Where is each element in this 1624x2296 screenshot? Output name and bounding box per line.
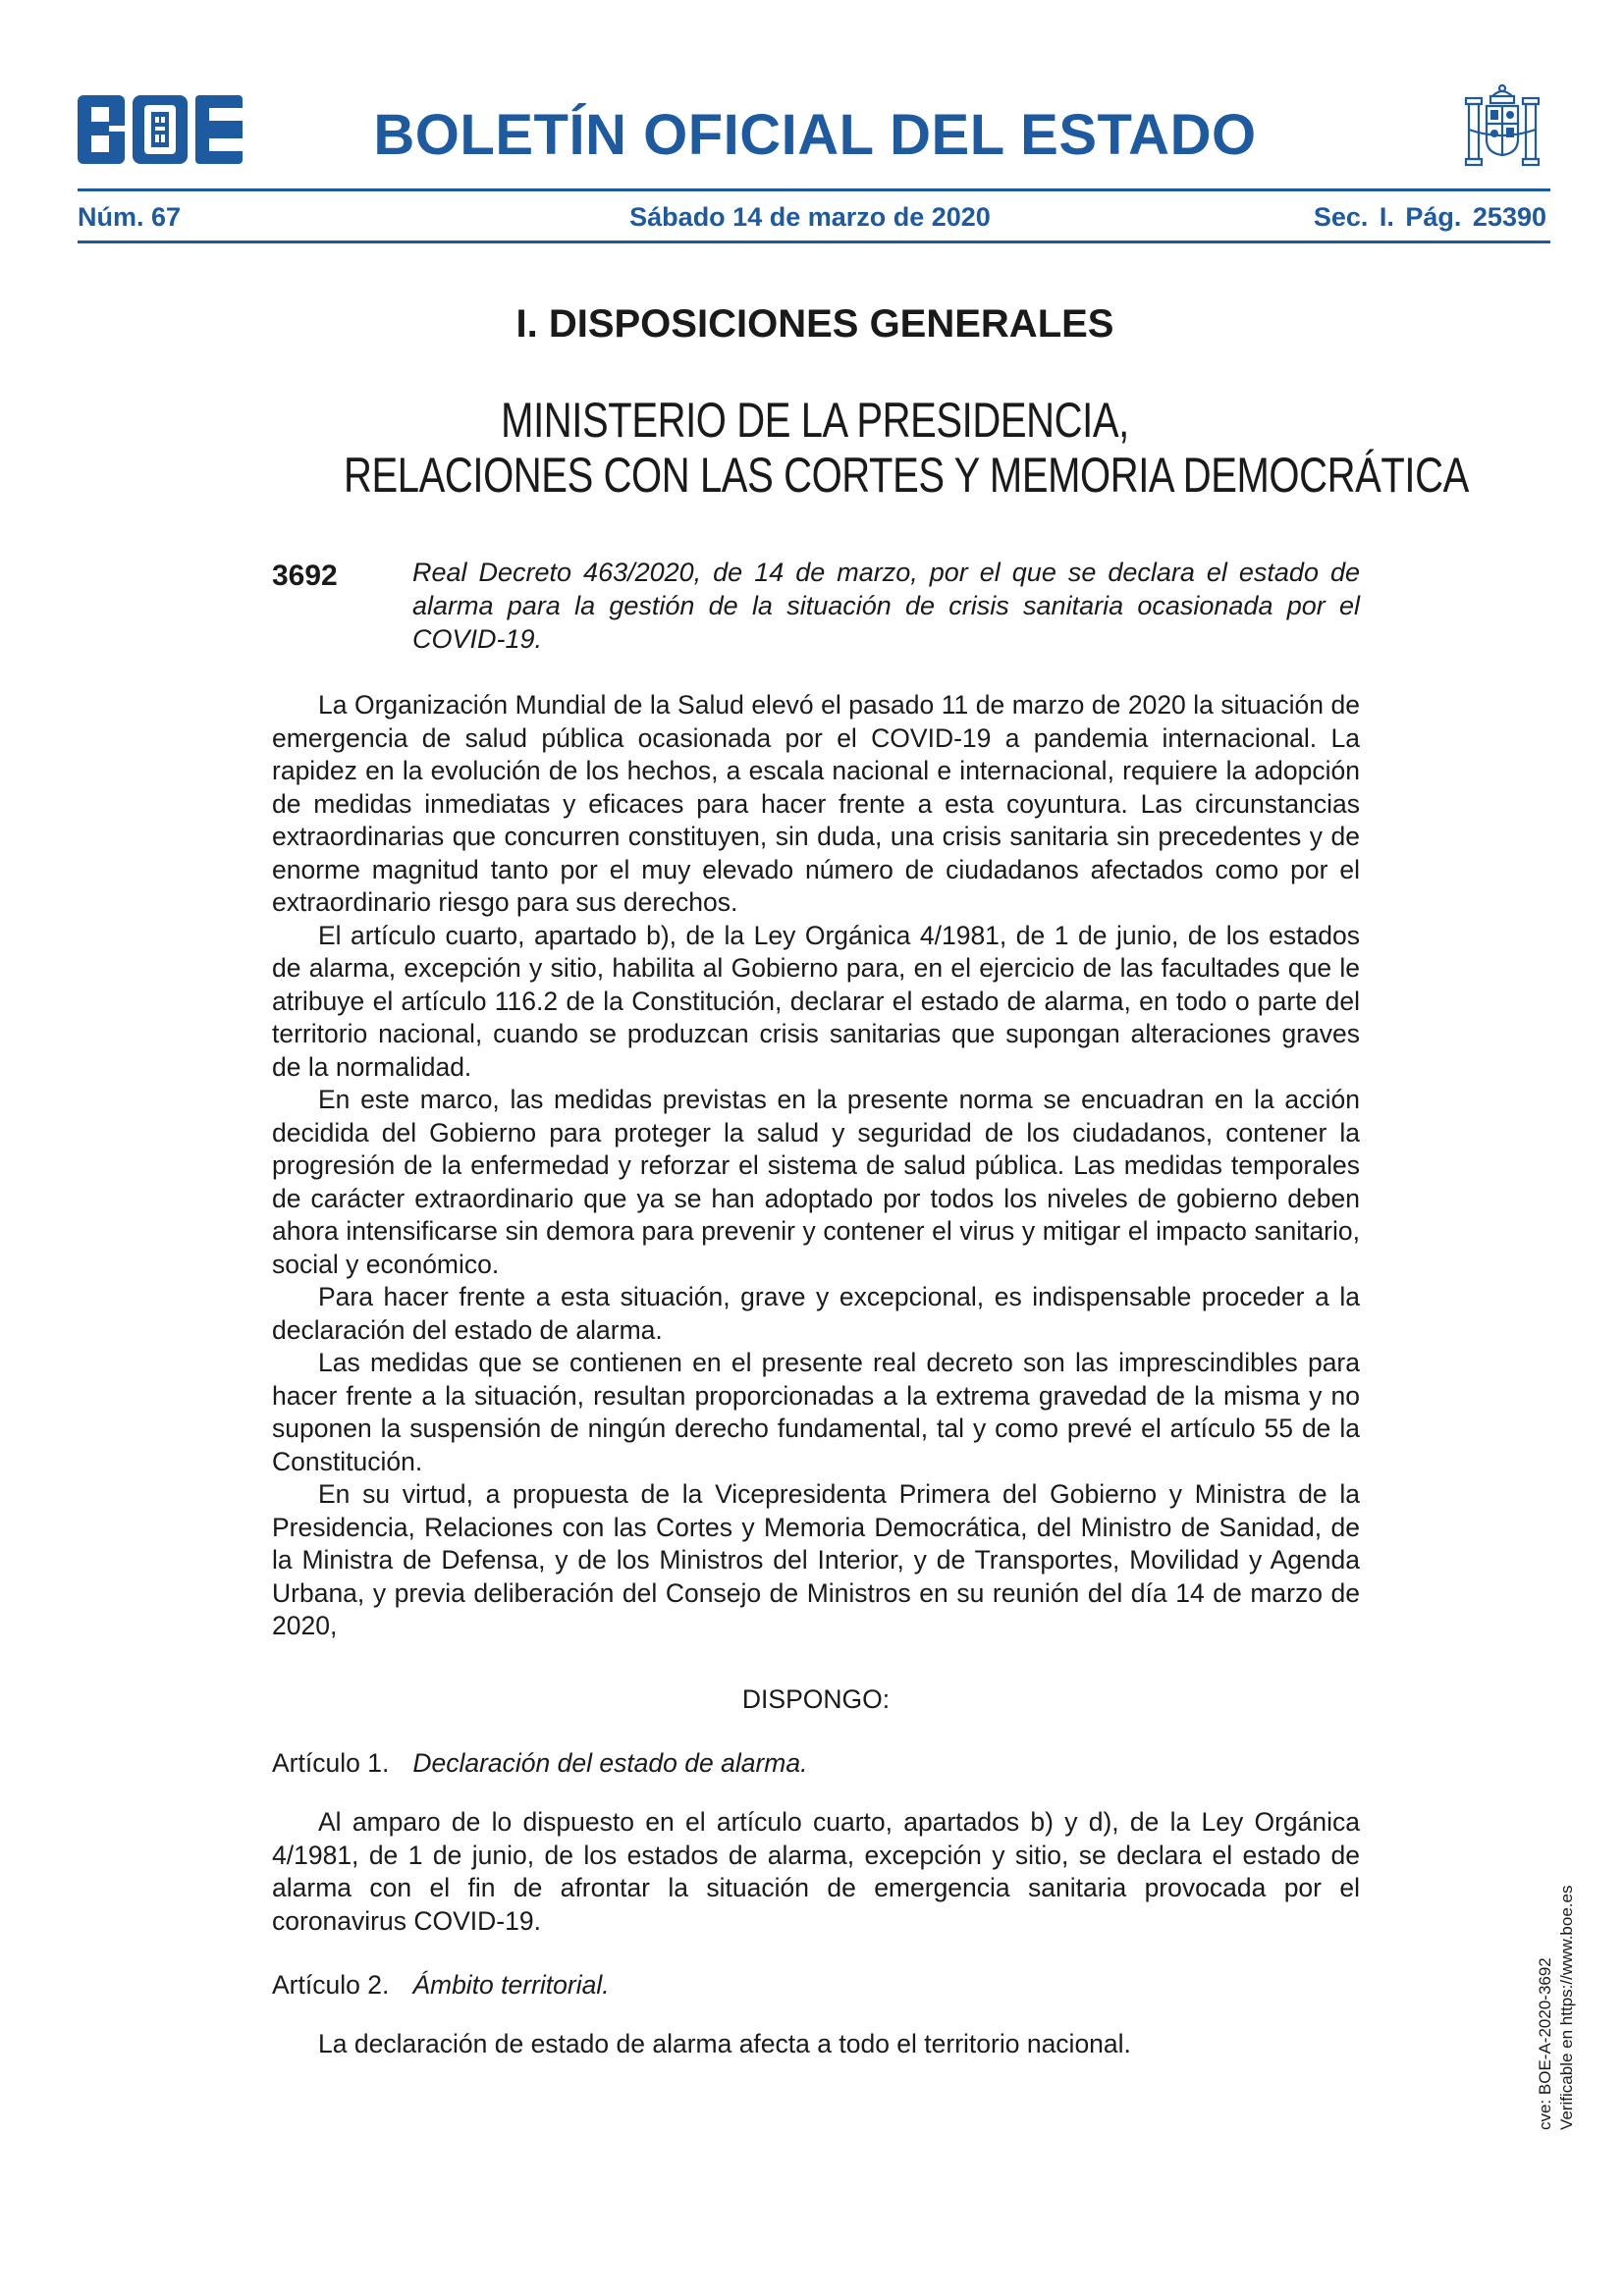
article-name: Ámbito territorial. — [412, 1970, 610, 2000]
document-title: Real Decreto 463/2020, de 14 de marzo, por el que se declara el estado de alarma para la gestión de la situación de crisis sanitaria ocasionada por el COVID-19. — [412, 558, 1360, 654]
paragraph: Para hacer frente a esta situación, grave y excepcional, es indispensable proceder a la declaración del estado de alarma. — [272, 1282, 1360, 1345]
paragraph: En su virtud, a propuesta de la Vicepresidenta Primera del Gobierno y Ministra de la Presidencia, Relaciones con las Cortes y Memoria Democrática, del Ministro de Sanidad, de la Ministra de Defensa, y de los Ministros del Interior, y de Transportes, Movilidad y Agenda Urbana, y previa deliberación del Consejo de Ministros en su reunión del día 14 de marzo de 2020, — [272, 1479, 1360, 1640]
article-label: Artículo 1. — [272, 1748, 390, 1778]
article-label: Artículo 2. — [272, 1970, 390, 2000]
paragraph: La declaración de estado de alarma afecta a todo el territorio nacional. — [318, 2029, 1131, 2058]
section-page: Sec. I. Pág. 25390 — [1313, 202, 1546, 232]
verification-note — [1535, 1886, 1578, 2130]
paragraph: Al amparo de lo dispuesto en el artículo cuarto, apartados b) y d), de la Ley Orgánica 4/1981, de 1 de junio, de los estados de alarma, excepción y sitio, se declara el estado de alarma con el fin de afrontar la situación de emergencia sanitaria provocada por el coronavirus COVID-19. — [272, 1807, 1360, 1936]
article-name: Declaración del estado de alarma. — [412, 1748, 808, 1778]
article-1-body — [272, 1806, 1360, 1938]
document-number: 3692 — [272, 560, 338, 592]
dispongo-heading: DISPONGO: — [741, 1684, 891, 1714]
header-rule-bottom — [78, 240, 1550, 243]
article-2-heading — [272, 1968, 610, 2002]
issue-date: Sábado 14 de marzo de 2020 — [629, 202, 991, 232]
ministry-heading — [344, 393, 1469, 503]
ministry-line-2: RELACIONES CON LAS CORTES Y MEMORIA DEMOCRÁTICA — [344, 448, 1469, 503]
preamble — [272, 689, 1360, 1643]
paragraph: Las medidas que se contienen en el presente real decreto son las imprescindibles para hacer frente a la situación, resultan proporcionadas a la extrema gravedad de la misma y no suponen la suspensión de ningún derecho fundamental, tal y como prevé el artículo 55 de la Constitución. — [272, 1348, 1360, 1476]
bulletin-title: BOLETÍN OFICIAL DEL ESTADO — [373, 103, 1257, 167]
verification-url: Verificable en https://www.boe.es — [1557, 1885, 1576, 2130]
article-2-body — [272, 2028, 1360, 2061]
cve-code: cve: BOE-A-2020-3692 — [1536, 1957, 1554, 2130]
boe-logo — [78, 95, 243, 164]
ministry-line-1: MINISTERIO DE LA PRESIDENCIA, — [501, 393, 1129, 448]
header-rule — [78, 188, 1550, 191]
issue-number: Núm. 67 — [78, 202, 182, 232]
article-1-heading — [272, 1746, 807, 1780]
paragraph: La Organización Mundial de la Salud elevó el pasado 11 de marzo de 2020 la situación de emergencia de salud pública ocasionada por el COVID-19 a pandemia internacional. La rapidez en la evolución de los hechos, a escala nacional e internacional, requiere la adopción de medidas inmediatas y eficaces para hacer frente a esta coyuntura. Las circunstancias extraordinarias que concurren constituyen, sin duda, una crisis sanitaria sin precedentes y de enorme magnitud tanto por el muy elevado número de ciudadanos afectados como por el extraordinario riesgo para sus derechos. — [272, 690, 1360, 917]
section-title: I. DISPOSICIONES GENERALES — [515, 302, 1114, 346]
paragraph: En este marco, las medidas previstas en la presente norma se encuadran en la acción decidida del Gobierno para proteger la salud y seguridad de los ciudadanos, contener la progresión de la enfermedad y reforzar el sistema de salud pública. Las medidas temporales de carácter extraordinario que ya se han adoptado por todos los niveles de gobierno deben ahora intensificarse sin demora para prevenir y contener el virus y mitigar el impacto sanitario, social y económico. — [272, 1085, 1360, 1279]
paragraph: El artículo cuarto, apartado b), de la Ley Orgánica 4/1981, de 1 de junio, de los estados de alarma, excepción y sitio, habilita al Gobierno para, en el ejercicio de las facultades que le atribuye el artículo 116.2 de la Constitución, declarar el estado de alarma, en todo o parte del territorio nacional, cuando se produzcan crisis sanitarias que supongan alteraciones graves de la normalidad. — [272, 920, 1360, 1082]
coat-of-arms-icon — [1463, 82, 1542, 173]
